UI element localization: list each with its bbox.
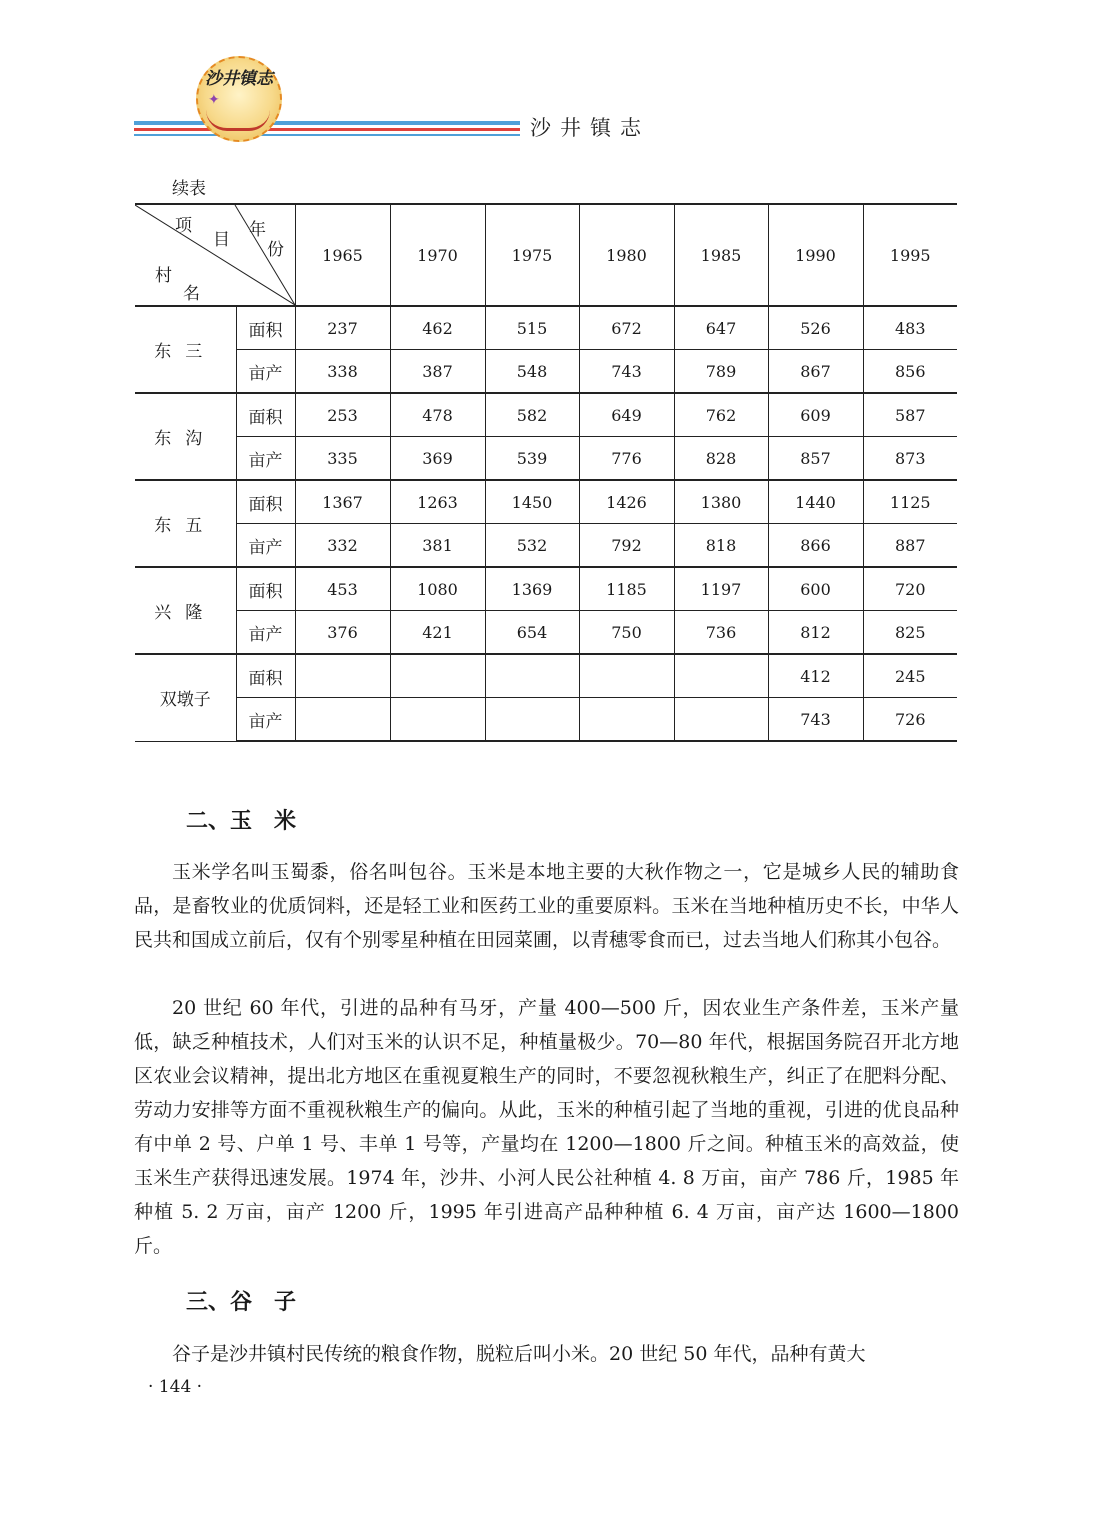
data-cell: 1367 [295, 480, 390, 524]
data-cell: 789 [674, 350, 768, 394]
data-cell [390, 698, 485, 742]
data-cell: 1125 [863, 480, 957, 524]
data-cell: 873 [863, 437, 957, 481]
data-cell: 478 [390, 393, 485, 437]
table-row [135, 654, 957, 698]
corner-item-char-2: 目 [213, 230, 230, 250]
year-header: 1965 [295, 204, 390, 306]
table-continued-label: 续表 [172, 179, 206, 199]
data-cell [295, 654, 390, 698]
table-header-row [135, 204, 957, 306]
metric-label: 面积 [236, 567, 295, 611]
data-cell: 856 [863, 350, 957, 394]
data-cell: 381 [390, 524, 485, 568]
village-name: 兴隆 [135, 567, 236, 654]
header-rule-red [134, 128, 520, 131]
corner-year-char-2: 份 [267, 240, 284, 260]
data-cell: 762 [674, 393, 768, 437]
corner-village-char-2: 名 [183, 284, 200, 304]
table-row [135, 306, 957, 350]
paragraph: 谷子是沙井镇村民传统的粮食作物，脱粒后叫小米。20 世纪 50 年代，品种有黄大 [172, 1343, 866, 1365]
table-row [135, 393, 957, 437]
village-name: 双墩子 [135, 654, 236, 741]
data-cell [390, 654, 485, 698]
data-cell: 672 [579, 306, 674, 350]
metric-label: 面积 [236, 654, 295, 698]
data-cell: 1080 [390, 567, 485, 611]
table-row [135, 480, 957, 524]
data-cell: 1440 [768, 480, 863, 524]
data-cell: 421 [390, 611, 485, 655]
metric-label: 亩产 [236, 350, 295, 394]
table-row [135, 437, 957, 481]
header-rule-blue [134, 121, 520, 125]
data-cell: 532 [485, 524, 579, 568]
year-header: 1970 [390, 204, 485, 306]
data-cell: 253 [295, 393, 390, 437]
village-name: 东五 [135, 480, 236, 567]
data-cell: 245 [863, 654, 957, 698]
data-cell: 335 [295, 437, 390, 481]
data-cell: 743 [579, 350, 674, 394]
year-header: 1975 [485, 204, 579, 306]
metric-label: 亩产 [236, 524, 295, 568]
phoenix-icon: ✦ [208, 92, 220, 108]
data-cell: 812 [768, 611, 863, 655]
metric-label: 面积 [236, 480, 295, 524]
data-cell: 483 [863, 306, 957, 350]
data-cell: 462 [390, 306, 485, 350]
data-cell: 867 [768, 350, 863, 394]
data-cell: 818 [674, 524, 768, 568]
table-corner-cell [135, 204, 295, 306]
data-cell: 743 [768, 698, 863, 742]
corner-village-char-1: 村 [155, 266, 172, 286]
table-row [135, 611, 957, 655]
data-cell: 792 [579, 524, 674, 568]
table-body [135, 204, 957, 741]
year-header: 1985 [674, 204, 768, 306]
page-header [0, 0, 1093, 150]
metric-label: 亩产 [236, 437, 295, 481]
data-cell: 825 [863, 611, 957, 655]
data-cell [485, 654, 579, 698]
data-cell: 1197 [674, 567, 768, 611]
year-header: 1980 [579, 204, 674, 306]
data-cell: 582 [485, 393, 579, 437]
paragraph: 玉米学名叫玉蜀黍，俗名叫包谷。玉米是本地主要的大秋作物之一，它是城乡人民的辅助食品，是畜牧业的优质饲料，还是轻工业和医药工业的重要原料。玉米在当地种植历史不长，中华人民共和国成立前后，仅有个别零星种植在田园菜圃，以青穗零食而已，过去当地人们称其小包谷。 [134, 861, 959, 951]
table-row [135, 524, 957, 568]
table-row [135, 698, 957, 742]
data-cell [485, 698, 579, 742]
metric-label: 面积 [236, 306, 295, 350]
paragraph: 20 世纪 60 年代，引进的品种有马牙，产量 400—500 斤，因农业生产条件差，玉米产量低，缺乏种植技术，人们对玉米的认识不足，种植量极少。70—80 年代，根据国务院召开北方地区农业会议精神，提出北方地区在重视夏粮生产的同时，不要忽视秋粮生产，纠正了在肥料分配、劳动力安排等方面不重视秋粮生产的偏向。从此，玉米的种植引起了当地的重视，引进的优良品种有中单 2 号、户单 1 号、丰单 1 号等，产量均在 1200—1800 斤之间。种植玉米的高效益，使玉米生产获得迅速发展。1974 年，沙井、小河人民公社种植 4. 8 万亩，亩产 786 斤，1985 年种植 5. 2 万亩，亩产 1200 斤，1995 年引进高产品种种植 6. 4 万亩，亩产达 1600—1800 斤。 [134, 997, 959, 1257]
metric-label: 亩产 [236, 611, 295, 655]
corner-year-char-1: 年 [249, 220, 266, 240]
running-title: 沙井镇志 [530, 116, 650, 140]
data-cell: 332 [295, 524, 390, 568]
data-cell: 887 [863, 524, 957, 568]
data-cell: 412 [768, 654, 863, 698]
table-row [135, 567, 957, 611]
data-cell: 736 [674, 611, 768, 655]
data-cell: 726 [863, 698, 957, 742]
data-cell: 453 [295, 567, 390, 611]
data-cell [674, 698, 768, 742]
data-cell: 539 [485, 437, 579, 481]
data-cell: 1450 [485, 480, 579, 524]
data-cell: 1369 [485, 567, 579, 611]
metric-label: 亩产 [236, 698, 295, 742]
data-cell: 515 [485, 306, 579, 350]
page-number: · 144 · [148, 1377, 203, 1397]
data-cell: 609 [768, 393, 863, 437]
data-cell: 654 [485, 611, 579, 655]
header-rule-blue-thin [134, 134, 520, 136]
data-cell [579, 654, 674, 698]
data-cell: 376 [295, 611, 390, 655]
data-cell: 1263 [390, 480, 485, 524]
data-cell: 526 [768, 306, 863, 350]
data-cell: 649 [579, 393, 674, 437]
metric-label: 面积 [236, 393, 295, 437]
data-cell [295, 698, 390, 742]
corner-item-char-1: 项 [175, 216, 192, 236]
data-cell: 548 [485, 350, 579, 394]
data-cell [579, 698, 674, 742]
data-cell: 1380 [674, 480, 768, 524]
data-cell: 857 [768, 437, 863, 481]
data-cell: 387 [390, 350, 485, 394]
table-row [135, 350, 957, 394]
data-cell: 369 [390, 437, 485, 481]
data-cell: 1426 [579, 480, 674, 524]
crop-table [135, 203, 957, 742]
data-cell: 338 [295, 350, 390, 394]
data-cell: 720 [863, 567, 957, 611]
section-heading-millet: 三、谷 子 [186, 1290, 297, 1315]
data-cell: 237 [295, 306, 390, 350]
data-cell: 750 [579, 611, 674, 655]
data-cell: 866 [768, 524, 863, 568]
logo-text: 沙井镇志 [205, 69, 273, 89]
village-name: 东沟 [135, 393, 236, 480]
book-logo [196, 56, 282, 142]
section-heading-corn: 二、玉 米 [186, 809, 297, 834]
swirl-decoration [206, 110, 270, 131]
year-header: 1995 [863, 204, 957, 306]
data-cell [674, 654, 768, 698]
year-header: 1990 [768, 204, 863, 306]
data-cell: 776 [579, 437, 674, 481]
data-cell: 600 [768, 567, 863, 611]
data-cell: 647 [674, 306, 768, 350]
data-cell: 587 [863, 393, 957, 437]
data-cell: 828 [674, 437, 768, 481]
village-name: 东三 [135, 306, 236, 393]
data-cell: 1185 [579, 567, 674, 611]
